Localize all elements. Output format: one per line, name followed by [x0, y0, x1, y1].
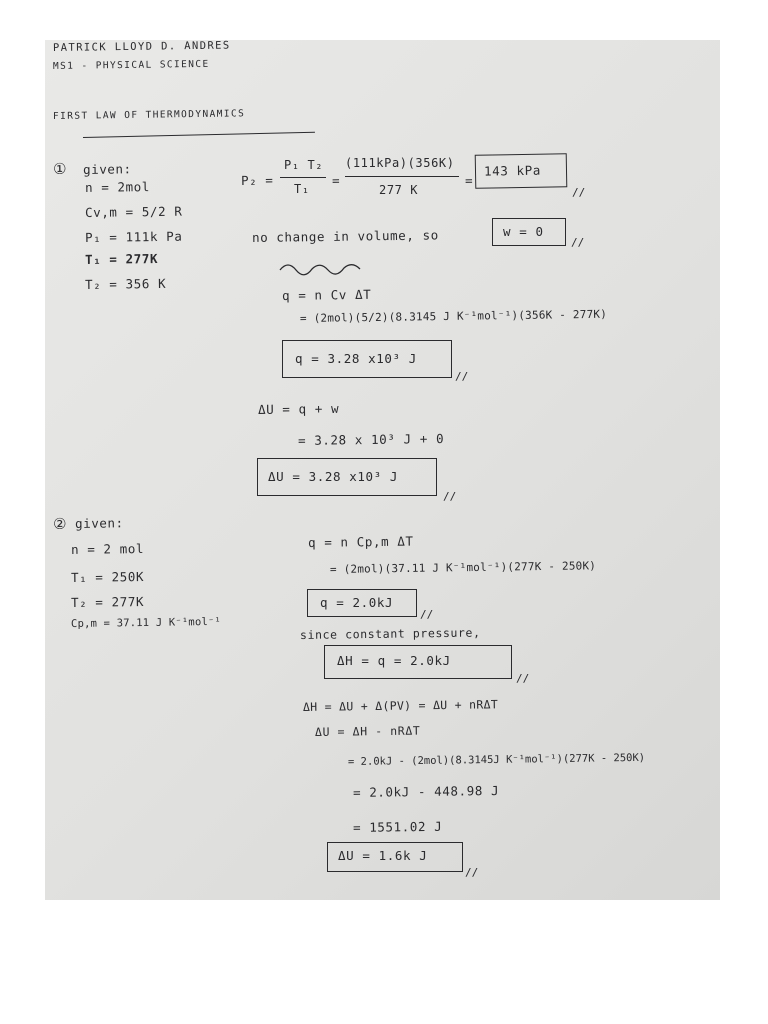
- p2-fraction-symbolic: [280, 158, 328, 202]
- done-mark: //: [455, 370, 469, 383]
- problem2-given-n: n = 2 mol: [70, 540, 145, 557]
- p2-fraction-numeric: [345, 156, 465, 202]
- p2-answer-box: [475, 153, 568, 189]
- problem1-given-n: n = 2mol: [84, 179, 151, 195]
- title-underline: [83, 132, 315, 139]
- du2-answer-box: [327, 842, 463, 872]
- equals-sign: =: [331, 172, 341, 188]
- work-answer-box: [492, 218, 566, 246]
- du-answer: ΔU = 3.28 x10³ J: [268, 469, 399, 484]
- q-calculation: = (2mol)(5/2)(8.3145 J K⁻¹mol⁻¹)(356K - 277K): [299, 307, 608, 325]
- du2-calculation-3: = 1551.02 J: [352, 818, 443, 835]
- problem1-given-t2: T₂ = 356 K: [84, 275, 167, 292]
- fraction-bar: [280, 177, 326, 178]
- equals-sign: =: [464, 172, 474, 188]
- done-mark: //: [572, 186, 586, 199]
- problem1-given-label: given:: [82, 161, 132, 177]
- p2-numerator: P₁ T₂: [284, 158, 324, 172]
- fraction-bar: [345, 176, 459, 177]
- q-formula: q = n Cv ΔT: [281, 286, 372, 303]
- q-answer: q = 3.28 x10³ J: [295, 351, 417, 366]
- du2-calculation-2: = 2.0kJ - 448.98 J: [352, 782, 500, 800]
- du2-calculation-1: = 2.0kJ - (2mol)(8.3145J K⁻¹mol⁻¹)(277K - 250K): [347, 751, 646, 768]
- problem1-given-p1: P₁ = 111k Pa: [84, 228, 183, 245]
- student-name: PATRICK LLOYD D. ANDRES: [52, 40, 231, 54]
- pressure-note: since constant pressure,: [299, 625, 481, 642]
- handwritten-page: [45, 40, 720, 900]
- problem1-given-cv: Cv,m = 5/2 R: [84, 203, 183, 220]
- du-calculation: = 3.28 x 10³ J + 0: [297, 430, 445, 448]
- done-mark: //: [443, 490, 457, 503]
- problem2-given-cp: Cp,m = 37.11 J K⁻¹mol⁻¹: [70, 615, 222, 630]
- problem1-number: ①: [52, 159, 68, 178]
- problem2-given-t2: T₂ = 277K: [70, 593, 145, 610]
- p2-numeric-numerator: (111kPa)(356K): [345, 156, 455, 170]
- work-explanation: no change in volume, so: [251, 227, 439, 245]
- dh-answer: ΔH = q = 2.0kJ: [337, 653, 451, 668]
- done-mark: //: [516, 672, 530, 685]
- q2-answer-box: [307, 589, 417, 617]
- page-title: FIRST LAW OF THERMODYNAMICS: [52, 108, 246, 122]
- dh-answer-box: [324, 645, 512, 679]
- du-answer-box: [257, 458, 437, 496]
- q2-formula: q = n Cp,m ΔT: [307, 533, 414, 550]
- done-mark: //: [420, 608, 434, 621]
- du2-answer: ΔU = 1.6k J: [338, 848, 428, 863]
- course-label: MS1 - PHYSICAL SCIENCE: [52, 58, 210, 72]
- done-mark: //: [465, 866, 479, 879]
- du-formula: ΔU = q + w: [257, 400, 340, 417]
- problem2-given-label: given:: [74, 515, 124, 531]
- p2-numeric-denominator: 277 K: [379, 183, 419, 197]
- du2-formula: ΔU = ΔH - nRΔT: [314, 723, 421, 739]
- problem1-given-t1: T₁ = 277K: [84, 250, 159, 267]
- done-mark: //: [571, 236, 585, 249]
- crossed-out-scribble: [278, 258, 368, 276]
- q-answer-box: [282, 340, 452, 378]
- q2-calculation: = (2mol)(37.11 J K⁻¹mol⁻¹)(277K - 250K): [329, 559, 597, 576]
- problem2-given-t1: T₁ = 250K: [70, 568, 145, 585]
- q2-answer: q = 2.0kJ: [320, 595, 394, 610]
- problem2-number: ②: [52, 514, 68, 533]
- dh-formula: ΔH = ΔU + Δ(PV) = ΔU + nRΔT: [302, 697, 499, 714]
- p2-denominator: T₁: [294, 182, 310, 196]
- work-answer: w = 0: [503, 224, 544, 239]
- p2-lhs: P₂ =: [240, 172, 274, 188]
- p2-answer: 143 kPa: [483, 162, 542, 179]
